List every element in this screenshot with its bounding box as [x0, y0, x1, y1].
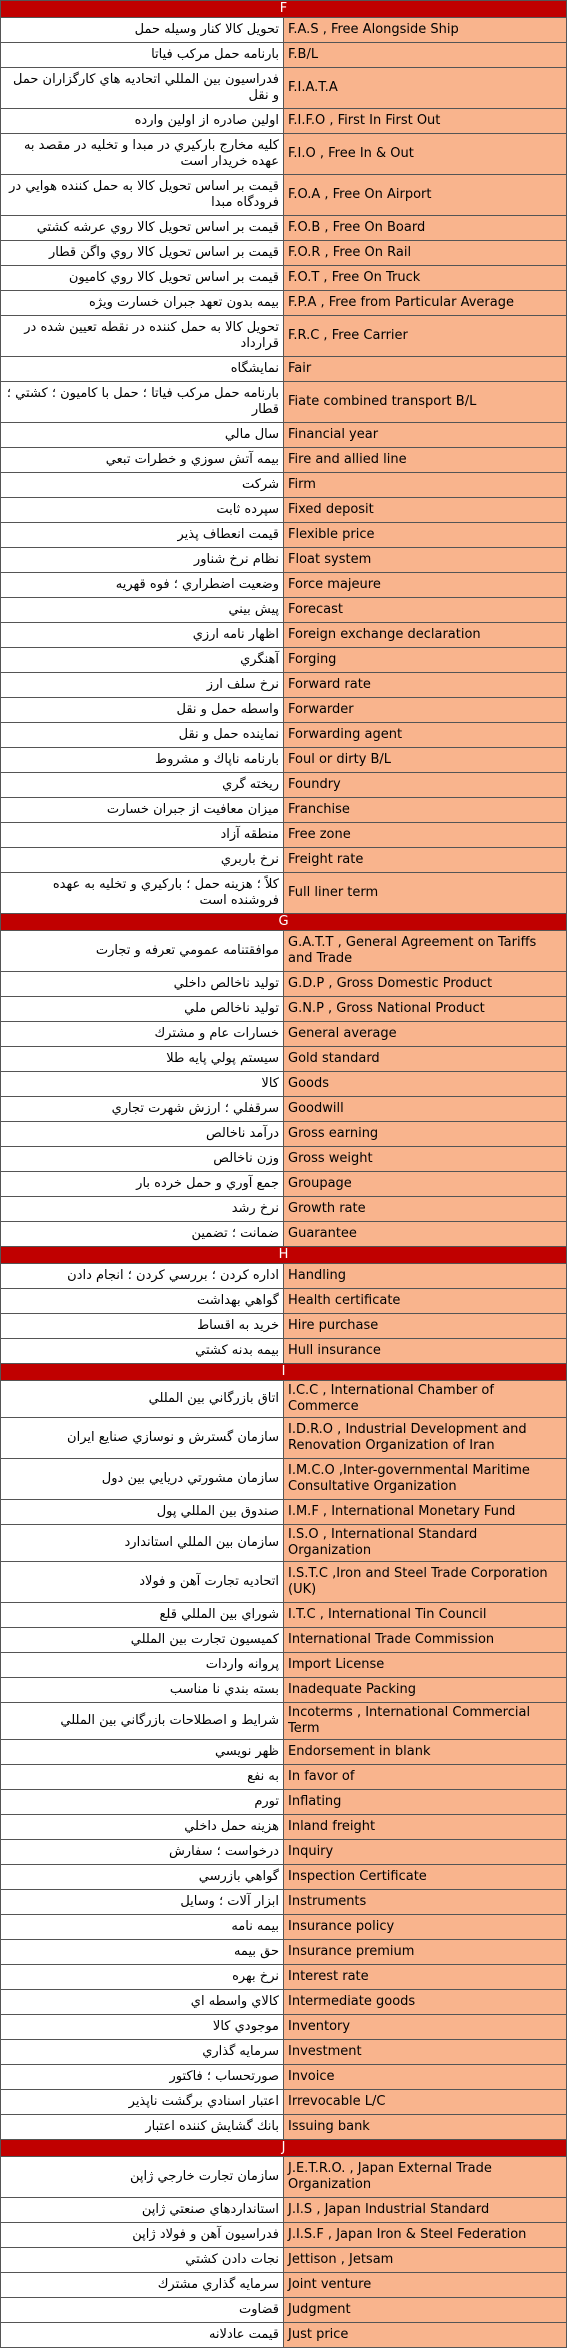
english-term: Fixed deposit [284, 498, 567, 523]
table-row [1, 2323, 567, 2348]
section-letter: G [1, 914, 567, 931]
persian-term: كلاً ؛ هزينه حمل ؛ باركيري و تخليه به عهده فروشنده است [1, 873, 284, 914]
table-row [1, 648, 567, 673]
english-term: Fiate combined transport B/L [284, 382, 567, 423]
persian-term: ريخته گري [1, 773, 284, 798]
persian-term: سازمان گسترش و نوسازي صنايع ايران [1, 1418, 284, 1459]
persian-term: موجودي كالا [1, 2015, 284, 2040]
table-row [1, 823, 567, 848]
persian-term: نرخ بهره [1, 1965, 284, 1990]
persian-term: شرايط و اصطلاحات بازرگاني بين المللي [1, 1703, 284, 1740]
english-term: Gold standard [284, 1047, 567, 1072]
english-term: Issuing bank [284, 2115, 567, 2140]
table-row [1, 1840, 567, 1865]
table-row [1, 1097, 567, 1122]
english-term: Insurance premium [284, 1940, 567, 1965]
persian-term: بيمه نامه [1, 1915, 284, 1940]
persian-term: استانداردهاي صنعتي ژاپن [1, 2198, 284, 2223]
english-term: Gross earning [284, 1122, 567, 1147]
english-term: Import License [284, 1653, 567, 1678]
persian-term: اتاق بازرگاني بين المللي [1, 1381, 284, 1418]
section-header [1, 2140, 567, 2157]
table-row [1, 1653, 567, 1678]
persian-term: قيمت عادلانه [1, 2323, 284, 2348]
english-term: F.A.S , Free Alongside Ship [284, 18, 567, 43]
table-row [1, 291, 567, 316]
table-row [1, 1047, 567, 1072]
persian-term: سازمان مشورتي دريايي بين دول [1, 1459, 284, 1500]
english-term: Intermediate goods [284, 1990, 567, 2015]
persian-term: خريد به اقساط [1, 1314, 284, 1339]
english-term: Guarantee [284, 1222, 567, 1247]
persian-term: موافقتنامه عمومي تعرفه و تجارت [1, 931, 284, 972]
persian-term: درآمد ناخالص [1, 1122, 284, 1147]
table-row [1, 423, 567, 448]
english-term: Inland freight [284, 1815, 567, 1840]
persian-term: نظام نرخ شناور [1, 548, 284, 573]
persian-term: اداره كردن ؛ بررسي كردن ؛ انجام دادن [1, 1264, 284, 1289]
english-term: Instruments [284, 1890, 567, 1915]
persian-term: خسارات عام و مشترك [1, 1022, 284, 1047]
persian-term: بارنامه حمل مركب فياتا ؛ حمل با كاميون ؛ كشتي ؛ قطار [1, 382, 284, 423]
table-row [1, 1915, 567, 1940]
table-row [1, 2298, 567, 2323]
table-row [1, 523, 567, 548]
table-row [1, 316, 567, 357]
english-term: I.M.C.O ,Inter-governmental Maritime Consultative Organization [284, 1459, 567, 1500]
english-term: Free zone [284, 823, 567, 848]
table-row [1, 2015, 567, 2040]
table-row [1, 2090, 567, 2115]
table-row [1, 1790, 567, 1815]
persian-term: ابزار آلات ؛ وسايل [1, 1890, 284, 1915]
persian-term: تحويل كالا كنار وسيله حمل [1, 18, 284, 43]
persian-term: اولين صادره از اولين وارده [1, 109, 284, 134]
section-letter: F [1, 1, 567, 18]
persian-term: قيمت انعطاف پذير [1, 523, 284, 548]
persian-term: بيمه بدنه كشتي [1, 1339, 284, 1364]
table-row [1, 1890, 567, 1915]
persian-term: سرمايه گذاري [1, 2040, 284, 2065]
persian-term: درخواست ؛ سفارش [1, 1840, 284, 1865]
persian-term: نرخ سلف ارز [1, 673, 284, 698]
table-row [1, 357, 567, 382]
persian-term: اظهار نامه ارزي [1, 623, 284, 648]
english-term: Forwarder [284, 698, 567, 723]
persian-term: كالا [1, 1072, 284, 1097]
english-term: Inflating [284, 1790, 567, 1815]
persian-term: كميسيون تجارت بين المللي [1, 1628, 284, 1653]
persian-term: اتحاديه تجارت آهن و فولاد [1, 1562, 284, 1603]
english-term: G.A.T.T , General Agreement on Tariffs and Trade [284, 931, 567, 972]
table-row [1, 382, 567, 423]
persian-term: ضمانت ؛ تضمين [1, 1222, 284, 1247]
english-term: Irrevocable L/C [284, 2090, 567, 2115]
table-row [1, 241, 567, 266]
english-term: Joint venture [284, 2273, 567, 2298]
english-term: Foundry [284, 773, 567, 798]
english-term: Full liner term [284, 873, 567, 914]
persian-term: به نفع [1, 1765, 284, 1790]
english-term: Hire purchase [284, 1314, 567, 1339]
table-row [1, 997, 567, 1022]
english-term: Health certificate [284, 1289, 567, 1314]
english-term: F.R.C , Free Carrier [284, 316, 567, 357]
english-term: G.D.P , Gross Domestic Product [284, 972, 567, 997]
persian-term: صورتحساب ؛ فاكتور [1, 2065, 284, 2090]
persian-term: توليد ناخالص ملي [1, 997, 284, 1022]
english-term: Hull insurance [284, 1339, 567, 1364]
table-row [1, 1965, 567, 1990]
english-term: Jettison , Jetsam [284, 2248, 567, 2273]
persian-term: نرخ باربري [1, 848, 284, 873]
english-term: J.E.T.R.O. , Japan External Trade Organization [284, 2157, 567, 2198]
english-term: Fair [284, 357, 567, 382]
english-term: I.D.R.O , Industrial Development and Renovation Organization of Iran [284, 1418, 567, 1459]
persian-term: حق بيمه [1, 1940, 284, 1965]
english-term: F.I.O , Free In & Out [284, 134, 567, 175]
english-term: F.I.F.O , First In First Out [284, 109, 567, 134]
section-letter: H [1, 1247, 567, 1264]
persian-term: گواهي بازرسي [1, 1865, 284, 1890]
english-term: F.O.A , Free On Airport [284, 175, 567, 216]
english-term: Financial year [284, 423, 567, 448]
table-row [1, 109, 567, 134]
english-term: Groupage [284, 1172, 567, 1197]
persian-term: نرخ رشد [1, 1197, 284, 1222]
glossary-body [1, 1, 567, 2348]
english-term: Flexible price [284, 523, 567, 548]
table-row [1, 698, 567, 723]
table-row [1, 2115, 567, 2140]
persian-term: هزينه حمل داخلي [1, 1815, 284, 1840]
english-term: Foreign exchange declaration [284, 623, 567, 648]
table-row [1, 2223, 567, 2248]
table-row [1, 473, 567, 498]
english-term: Firm [284, 473, 567, 498]
table-row [1, 216, 567, 241]
persian-term: نماينده حمل و نقل [1, 723, 284, 748]
persian-term: بيمه بدون تعهد جبران خسارت ويژه [1, 291, 284, 316]
english-term: Forward rate [284, 673, 567, 698]
section-header [1, 1247, 567, 1264]
english-term: International Trade Commission [284, 1628, 567, 1653]
table-row [1, 1072, 567, 1097]
persian-term: سرقفلي ؛ ارزش شهرت تجاري [1, 1097, 284, 1122]
english-term: Interest rate [284, 1965, 567, 1990]
persian-term: بانك گشايش كننده اعتبار [1, 2115, 284, 2140]
persian-term: تورم [1, 1790, 284, 1815]
persian-term: منطقه آزاد [1, 823, 284, 848]
persian-term: قيمت بر اساس تحويل كالا به حمل كننده هوايي در فرودگاه مبدا [1, 175, 284, 216]
english-term: Foul or dirty B/L [284, 748, 567, 773]
persian-term: سيستم پولي پايه طلا [1, 1047, 284, 1072]
table-row [1, 448, 567, 473]
persian-term: وضعيت اضطراري ؛ فوه قهريه [1, 573, 284, 598]
english-term: J.I.S.F , Japan Iron & Steel Federation [284, 2223, 567, 2248]
persian-term: بارنامه حمل مرکب فياتا [1, 43, 284, 68]
persian-term: كالاي واسطه اي [1, 1990, 284, 2015]
english-term: F.I.A.T.A [284, 68, 567, 109]
english-term: Endorsement in blank [284, 1740, 567, 1765]
table-row [1, 1289, 567, 1314]
table-row [1, 548, 567, 573]
english-term: Invoice [284, 2065, 567, 2090]
table-row [1, 1418, 567, 1459]
persian-term: سازمان تجارت خارجي ژاپن [1, 2157, 284, 2198]
table-row [1, 1740, 567, 1765]
table-row [1, 798, 567, 823]
persian-term: ظهر نويسي [1, 1740, 284, 1765]
section-header [1, 1, 567, 18]
persian-term: قيمت بر اساس تحويل كالا روي عرشه كشتي [1, 216, 284, 241]
english-term: I.S.O , International Standard Organization [284, 1525, 567, 1562]
english-term: Forecast [284, 598, 567, 623]
persian-term: بارنامه ناپاك و مشروط [1, 748, 284, 773]
persian-term: كليه مخارج باركيري در مبدا و تخليه در مقصد به عهده خريدار است [1, 134, 284, 175]
english-term: Goods [284, 1072, 567, 1097]
persian-term: سپرده ثابت [1, 498, 284, 523]
english-term: General average [284, 1022, 567, 1047]
table-row [1, 1459, 567, 1500]
table-row [1, 2273, 567, 2298]
table-row [1, 1562, 567, 1603]
persian-term: پيش بيني [1, 598, 284, 623]
english-term: Gross weight [284, 1147, 567, 1172]
persian-term: توليد ناخالص داخلي [1, 972, 284, 997]
english-term: Float system [284, 548, 567, 573]
table-row [1, 2198, 567, 2223]
table-row [1, 1314, 567, 1339]
persian-term: ميزان معافيت از جبران خسارت [1, 798, 284, 823]
table-row [1, 873, 567, 914]
persian-term: جمع آوري و حمل خرده بار [1, 1172, 284, 1197]
persian-term: آهنگري [1, 648, 284, 673]
table-row [1, 1603, 567, 1628]
table-row [1, 1678, 567, 1703]
table-row [1, 175, 567, 216]
english-term: Growth rate [284, 1197, 567, 1222]
english-term: Forwarding agent [284, 723, 567, 748]
english-term: Investment [284, 2040, 567, 2065]
english-term: G.N.P , Gross National Product [284, 997, 567, 1022]
persian-term: اعتبار اسنادي برگشت ناپذير [1, 2090, 284, 2115]
english-term: In favor of [284, 1765, 567, 1790]
table-row [1, 2065, 567, 2090]
persian-term: نجات دادن كشتي [1, 2248, 284, 2273]
english-term: Inadequate Packing [284, 1678, 567, 1703]
english-term: I.M.F , International Monetary Fund [284, 1500, 567, 1525]
table-row [1, 2248, 567, 2273]
english-term: Inquiry [284, 1840, 567, 1865]
english-term: J.I.S , Japan Industrial Standard [284, 2198, 567, 2223]
table-row [1, 573, 567, 598]
english-term: I.S.T.C ,Iron and Steel Trade Corporation (UK) [284, 1562, 567, 1603]
persian-term: سازمان بين المللي استاندارد [1, 1525, 284, 1562]
english-term: Fire and allied line [284, 448, 567, 473]
persian-term: بسته بندي نا مناسب [1, 1678, 284, 1703]
table-row [1, 1172, 567, 1197]
table-row [1, 2040, 567, 2065]
persian-term: نمايشگاه [1, 357, 284, 382]
table-row [1, 1765, 567, 1790]
table-row [1, 748, 567, 773]
table-row [1, 1703, 567, 1740]
table-row [1, 848, 567, 873]
persian-term: بيمه آتش سوزي و خطرات تبعي [1, 448, 284, 473]
english-term: Insurance policy [284, 1915, 567, 1940]
table-row [1, 972, 567, 997]
english-term: Just price [284, 2323, 567, 2348]
english-term: Goodwill [284, 1097, 567, 1122]
table-row [1, 598, 567, 623]
english-term: I.T.C , International Tin Council [284, 1603, 567, 1628]
english-term: F.O.B , Free On Board [284, 216, 567, 241]
persian-term: قيمت بر اساس تحويل كالا روي كاميون [1, 266, 284, 291]
english-term: Inventory [284, 2015, 567, 2040]
table-row [1, 68, 567, 109]
table-row [1, 134, 567, 175]
table-row [1, 1381, 567, 1418]
table-row [1, 773, 567, 798]
table-row [1, 1865, 567, 1890]
persian-term: قيمت بر اساس تحويل كالا روي واگن قطار [1, 241, 284, 266]
english-term: F.O.R , Free On Rail [284, 241, 567, 266]
persian-term: صندوق بين المللي پول [1, 1500, 284, 1525]
english-term: F.B/L [284, 43, 567, 68]
english-term: I.C.C , International Chamber of Commerce [284, 1381, 567, 1418]
table-row [1, 931, 567, 972]
english-term: Freight rate [284, 848, 567, 873]
persian-term: پروانه واردات [1, 1653, 284, 1678]
section-letter: I [1, 1364, 567, 1381]
section-header [1, 914, 567, 931]
english-term: Forging [284, 648, 567, 673]
persian-term: سرمايه گذاري مشترك [1, 2273, 284, 2298]
table-row [1, 1122, 567, 1147]
table-row [1, 1990, 567, 2015]
english-term: Handling [284, 1264, 567, 1289]
table-row [1, 1525, 567, 1562]
persian-term: تحويل كالا به حمل كننده در نقطه تعيين شده در قرارداد [1, 316, 284, 357]
table-row [1, 1628, 567, 1653]
english-term: Incoterms , International Commercial Term [284, 1703, 567, 1740]
section-letter: J [1, 2140, 567, 2157]
english-term: F.P.A , Free from Particular Average [284, 291, 567, 316]
persian-term: شركت [1, 473, 284, 498]
table-row [1, 2157, 567, 2198]
table-row [1, 1022, 567, 1047]
persian-term: قضاوت [1, 2298, 284, 2323]
table-row [1, 43, 567, 68]
english-term: Franchise [284, 798, 567, 823]
persian-term: فدراسيون بين المللي اتحاديه هاي كارگزاران حمل و نقل [1, 68, 284, 109]
table-row [1, 1147, 567, 1172]
persian-term: فدراسيون آهن و فولاد ژاپن [1, 2223, 284, 2248]
persian-term: وزن ناخالص [1, 1147, 284, 1172]
table-row [1, 723, 567, 748]
english-term: Judgment [284, 2298, 567, 2323]
table-row [1, 623, 567, 648]
english-term: F.O.T , Free On Truck [284, 266, 567, 291]
table-row [1, 1222, 567, 1247]
table-row [1, 498, 567, 523]
table-row [1, 1815, 567, 1840]
english-term: Inspection Certificate [284, 1865, 567, 1890]
persian-term: سال مالي [1, 423, 284, 448]
table-row [1, 1500, 567, 1525]
persian-term: شوراي بين المللي قلع [1, 1603, 284, 1628]
table-row [1, 1197, 567, 1222]
table-row [1, 266, 567, 291]
persian-term: واسطه حمل و نقل [1, 698, 284, 723]
table-row [1, 1940, 567, 1965]
section-header [1, 1364, 567, 1381]
english-term: Force majeure [284, 573, 567, 598]
table-row [1, 673, 567, 698]
persian-term: گواهي بهداشت [1, 1289, 284, 1314]
table-row [1, 1339, 567, 1364]
table-row [1, 18, 567, 43]
table-row [1, 1264, 567, 1289]
